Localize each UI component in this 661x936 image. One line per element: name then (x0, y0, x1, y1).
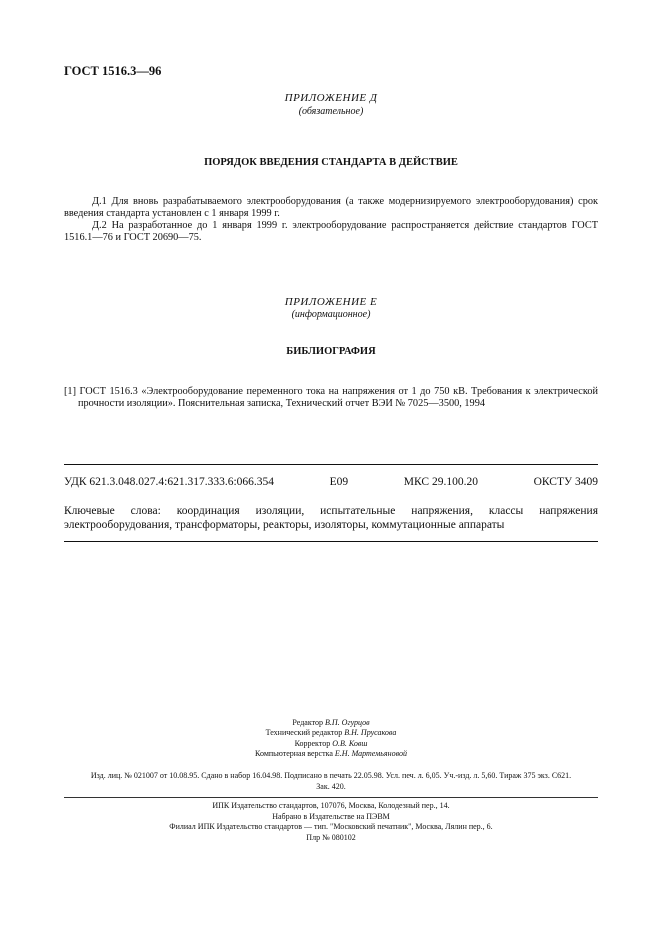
appendix-e-title: ПРИЛОЖЕНИЕ Е (284, 296, 378, 308)
keywords: Ключевые слова: координация изоляции, испытательные напряжения, классы напряжения электрооборудования, трансформаторы, реакторы, изоляторы, коммутационные аппараты (64, 505, 598, 531)
credits-block (64, 718, 598, 759)
publisher-line-1: ИПК Издательство стандартов, 107076, Москва, Колодезный пер., 14. (212, 801, 450, 810)
credit-layout: Компьютерная верстка Е.Н. Мартемьяновой (255, 748, 407, 758)
publisher-line-3: Филиал ИПК Издательство стандартов — тип. "Московский печатник", Москва, Лялин пер., 6. (169, 822, 493, 832)
credit-tech-editor: Технический редактор В.Н. Прусакова (265, 728, 397, 738)
document-header: ГОСТ 1516.3—96 (64, 64, 162, 78)
publisher-line-4: Плр № 080102 (306, 832, 356, 842)
top-rule (64, 464, 598, 465)
publisher-line-2: Набрано в Издательстве на ПЭВМ (272, 811, 390, 821)
credit-corrector: Корректор О.В. Ковш (294, 738, 368, 748)
paragraph-d1: Д.1 Для вновь разрабатываемого электрооборудования (а также модернизируемого электрооборудования) срок введения стандарта установлен с 1 января 1999 г. (64, 196, 598, 219)
category-code: Е09 (329, 476, 349, 488)
okstu-code: ОКСТУ 3409 (533, 476, 598, 488)
appendix-d-title: ПРИЛОЖЕНИЕ Д (284, 92, 378, 104)
bibliography-item: [1] ГОСТ 1516.3 «Электрооборудование переменного тока на напряжения от 1 до 750 кВ. Требования к электрической прочности изоляции». Пояснительная записка, Технический отчет ВЭИ № 7025—3500, 1994 (64, 386, 598, 409)
appendix-d-heading: ПОРЯДОК ВВЕДЕНИЯ СТАНДАРТА В ДЕЙСТВИЕ (204, 157, 458, 168)
appendix-d-status: (обязательное) (298, 106, 364, 117)
mks-code: МКС 29.100.20 (403, 476, 478, 488)
imprint-rule (64, 797, 598, 798)
imprint-line-2: Зак. 420. (316, 781, 346, 791)
imprint-block (64, 771, 598, 792)
credit-editor: Редактор В.П. Огурцов (292, 718, 370, 727)
paragraph-d2: Д.2 На разработанное до 1 января 1999 г. электрооборудование распространяется действие стандартов ГОСТ 1516.1—76 и ГОСТ 20690—75. (64, 220, 598, 243)
udk-code: УДК 621.3.048.027.4:621.317.333.6:066.354 (64, 476, 275, 488)
bottom-rule (64, 541, 598, 542)
appendix-e-status: (информационное) (291, 309, 371, 320)
appendix-e-heading: БИБЛИОГРАФИЯ (286, 346, 376, 357)
classification-row (64, 476, 598, 488)
publisher-block (64, 801, 598, 843)
imprint-line-1: Изд. лиц. № 021007 от 10.08.95. Сдано в набор 16.04.98. Подписано в печать 22.05.98. Усл. печ. л. 6,05. Уч.-изд. л. 5,60. Тираж 375 экз. С621. (90, 771, 572, 780)
